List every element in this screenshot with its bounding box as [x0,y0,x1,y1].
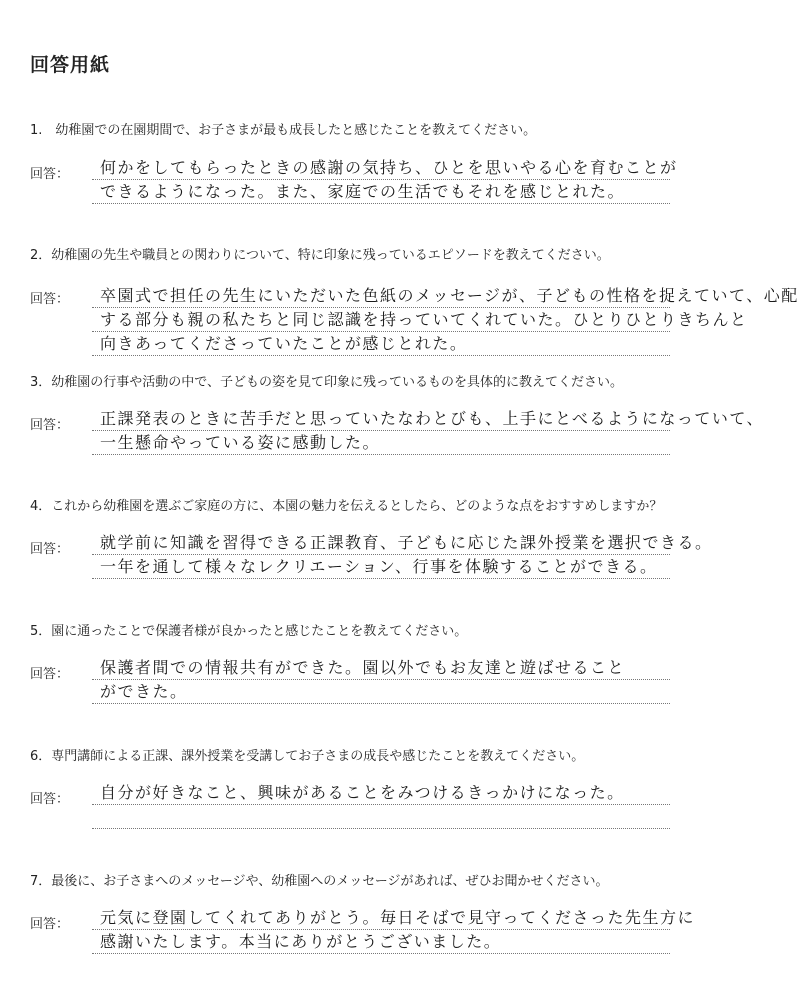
question-7: 7．最後に、お子さまへのメッセージや、幼稚園へのメッセージがあれば、ぜひお聞かせください。 [30,874,609,889]
answer-7 [92,906,696,954]
answer-label-6: 回答： [30,792,70,807]
handwritten-answer: ができた。 [100,682,188,701]
handwritten-answer: 一生懸命やっている姿に感動した。 [100,433,381,452]
question-3: 3．幼稚園の行事や活動の中で、子どもの姿を見て印象に残っているものを具体的に教えてください。 [30,375,624,390]
handwritten-answer: 感謝いたします。本当にありがとうございました。 [100,932,502,951]
question-4: 4．これから幼稚園を選ぶご家庭の方に、本園の魅力を伝えるとしたら、どのような点をおすすめしますか？ [30,499,663,514]
handwritten-answer: 正課発表のときに苦手だと思っていたなわとびも、上手にとべるようになっていて、 [100,409,765,428]
answer-label-4: 回答： [30,542,70,557]
answer-line [92,555,670,579]
question-5: 5．園に通ったことで保護者様が良かったと感じたことを教えてください。 [30,624,468,639]
answer-line [92,156,678,180]
answer-line [92,680,670,704]
handwritten-answer: 向きあってくださっていたことが感じとれた。 [100,334,468,353]
answer-5 [92,656,670,704]
answer-line [92,308,748,332]
handwritten-answer: 元気に登園してくれてありがとう。毎日そばで見守ってくださった先生方に [100,908,696,927]
answer-label-3: 回答： [30,418,70,433]
question-2: 2．幼稚園の先生や職員との関わりについて、特に印象に残っているエピソードを教えてください。 [30,248,610,263]
answer-line [92,656,670,680]
question-6: 6．専門講師による正課、課外授業を受講してお子さまの成長や感じたことを教えてください。 [30,749,585,764]
handwritten-answer: 何かをしてもらったときの感謝の気持ち、ひとを思いやる心を育むことが [100,158,678,177]
answer-label-5: 回答： [30,667,70,682]
answer-label-2: 回答： [30,292,70,307]
answer-line [92,284,799,308]
answer-line [92,531,713,555]
answer-line [92,431,670,455]
answer-line [92,332,670,356]
handwritten-answer: できるようになった。また、家庭での生活でもそれを感じとれた。 [100,182,626,201]
answer-line [92,180,670,204]
answer-line [92,906,696,930]
handwritten-answer: する部分も親の私たちと同じ認識を持っていてくれていた。ひとりひとりきちんと [100,310,748,329]
answer-line [92,805,670,829]
answer-6 [92,781,670,829]
answer-line [92,781,670,805]
handwritten-answer: 卒園式で担任の先生にいただいた色紙のメッセージが、子どもの性格を捉えていて、心配 [100,286,799,305]
answer-1 [92,156,678,204]
handwritten-answer: 保護者間での情報共有ができた。園以外でもお友達と遊ばせること [100,658,626,677]
answer-line [92,930,670,954]
answer-line [92,407,765,431]
answer-label-1: 回答： [30,167,70,182]
answer-3 [92,407,765,455]
page-title: 回答用紙 [30,54,111,76]
answer-label-7: 回答： [30,917,70,932]
handwritten-answer: 自分が好きなこと、興味があることをみつけるきっかけになった。 [100,783,625,802]
question-1: 1. 幼稚園での在園期間で、お子さまが最も成長したと感じたことを教えてください。 [30,123,537,138]
answer-2 [92,284,799,356]
handwritten-answer: 一年を通して様々なレクリエーション、行事を体験することができる。 [100,557,658,576]
handwritten-answer: 就学前に知識を習得できる正課教育、子どもに応じた課外授業を選択できる。 [100,533,713,552]
answer-4 [92,531,713,579]
